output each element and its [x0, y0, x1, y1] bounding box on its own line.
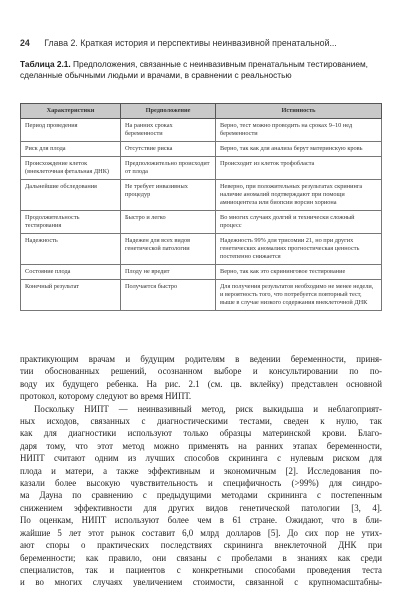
text-line: практикующим врачам и будущим родителям в ведении беременности, приня- [20, 354, 382, 364]
text-line: ают споры о практических последствиях скрининга внеклеточной ДНК при [20, 540, 382, 551]
table-cell: Верно, тест можно проводить на сроках 9–10 нед беременности [216, 119, 382, 142]
table-cell: Продолжительность тестирования [21, 211, 121, 234]
text-line: и во многих случаях увеличением стоимости, связанной с крупномасштабны- [20, 577, 382, 588]
table-header-row [21, 104, 382, 119]
text-line: даря тому, что этот метод можно применять на ранних этапах беременности, [20, 440, 382, 451]
table-caption-label: Таблица 2.1. [20, 59, 71, 69]
text-line: жайшие 5 лет этот рынок составит 6,0 млрд долларов [5]. До сих пор не утих- [20, 527, 382, 538]
table-row [21, 157, 382, 180]
text-line: казали более высокую чувствительность и специфичность (>99%) для синдро- [20, 478, 382, 489]
text-line: ма Дауна по сравнению с предыдущими методами скрининга с постепенным [20, 490, 382, 501]
table-row [21, 234, 382, 265]
table-cell: Верно, так как для анализа берут материнскую кровь [216, 142, 382, 157]
chapter-title: Глава 2. Краткая история и перспективы неинвазивной пренатальной... [44, 38, 337, 48]
column-header: Истинность [216, 104, 382, 119]
table-cell: Конечный результат [21, 280, 121, 311]
table-row [21, 142, 382, 157]
table-cell: Предположительно происходит от плода [121, 157, 216, 180]
table-row [21, 265, 382, 280]
table-cell: Состояние плода [21, 265, 121, 280]
table-cell: Быстро и легко [121, 211, 216, 234]
table-caption-text: Предположения, связанные с неинвазивным пренатальным тестированием, сделанные обычными людьми и врачами, в сравнении с реальностью [20, 59, 368, 81]
text-line: плода и матери, а также эффективным и экономичным [2]. Исследования по- [20, 465, 382, 476]
table-cell: Отсутствие риска [121, 142, 216, 157]
table-row [21, 119, 382, 142]
text-line: специалистов, так и пациентов с конкретными способами проведения теста [20, 564, 382, 575]
table-cell: Не требует инвазивных процедур [121, 180, 216, 211]
text-line: ных исходов, связанных с диагностическими тестами, сведен к нулю, так [20, 416, 382, 427]
text-line: тии обоснованных решений, осознанном выборе и консультировании по по- [20, 366, 382, 377]
table-cell: Риск для плода [21, 142, 121, 157]
table-cell: Верно, так как это скрининговое тестирование [216, 265, 382, 280]
text-line: Поскольку НИПТ — неинвазивный метод, риск выкидыша и неблагоприят- [34, 403, 382, 414]
text-line: НИПТ считают одним из лучших способов скрининга с нулевым риском для [20, 453, 382, 464]
table-cell: Получается быстро [121, 280, 216, 311]
table-cell: Неверно, при положительных результатах скрининга наличие аномалий подтверждают при помощи амниоцентеза или биопсии ворсин хориона [216, 180, 382, 211]
table-cell: Происхождение клеток (внеклеточная фетальная ДНК) [21, 157, 121, 180]
table-row [21, 280, 382, 311]
table-cell: Надежен для всех видов генетической патологии [121, 234, 216, 265]
column-header: Характеристики [21, 104, 121, 119]
column-header: Предположение [121, 104, 216, 119]
text-line: снижением эффективности для других видов генетической патологии [3, 4]. [20, 502, 382, 513]
table-row [21, 180, 382, 211]
comparison-table [20, 103, 382, 311]
page-number: 24 [20, 38, 30, 48]
table-cell: На ранних сроках беременности [121, 119, 216, 142]
table-cell: Плоду не вредит [121, 265, 216, 280]
text-line: беременности; как правило, они связаны с пробелами в знаниях как среди [20, 552, 382, 563]
table-cell: Период проведения [21, 119, 121, 142]
table-cell: Происходит из клеток трофобласта [216, 157, 382, 180]
running-header [20, 38, 384, 48]
table-row [21, 211, 382, 234]
text-line: протокол, которому следуют во время НИПТ. [20, 391, 192, 402]
body-text [20, 353, 382, 589]
table-cell: Для получения результатов необходимо не менее недели, и вероятность того, что потребуется повторный тест, выше в случае низкого содержания внеклеточной ДНК [216, 280, 382, 311]
table-cell: Надежность 99% для трисомии 21, но при других генетических аномалиях прогностическая ценность постепенно снижается [216, 234, 382, 265]
table-cell: Во многих случаях долгий и технически сложный процесс [216, 211, 382, 234]
table-cell: Дальнейшие обследования [21, 180, 121, 211]
table-caption [20, 59, 384, 81]
text-line: По оценкам, НИПТ используют более чем в 61 стране. Ожидают, что в бли- [20, 515, 382, 526]
text-line: как для диагностики используют только образцы материнской крови. Благо- [20, 428, 382, 439]
text-line: воду их будущего ребенка. На рис. 2.1 (см. цв. вклейку) представлен основной [20, 378, 382, 389]
table-cell: Надежность [21, 234, 121, 265]
